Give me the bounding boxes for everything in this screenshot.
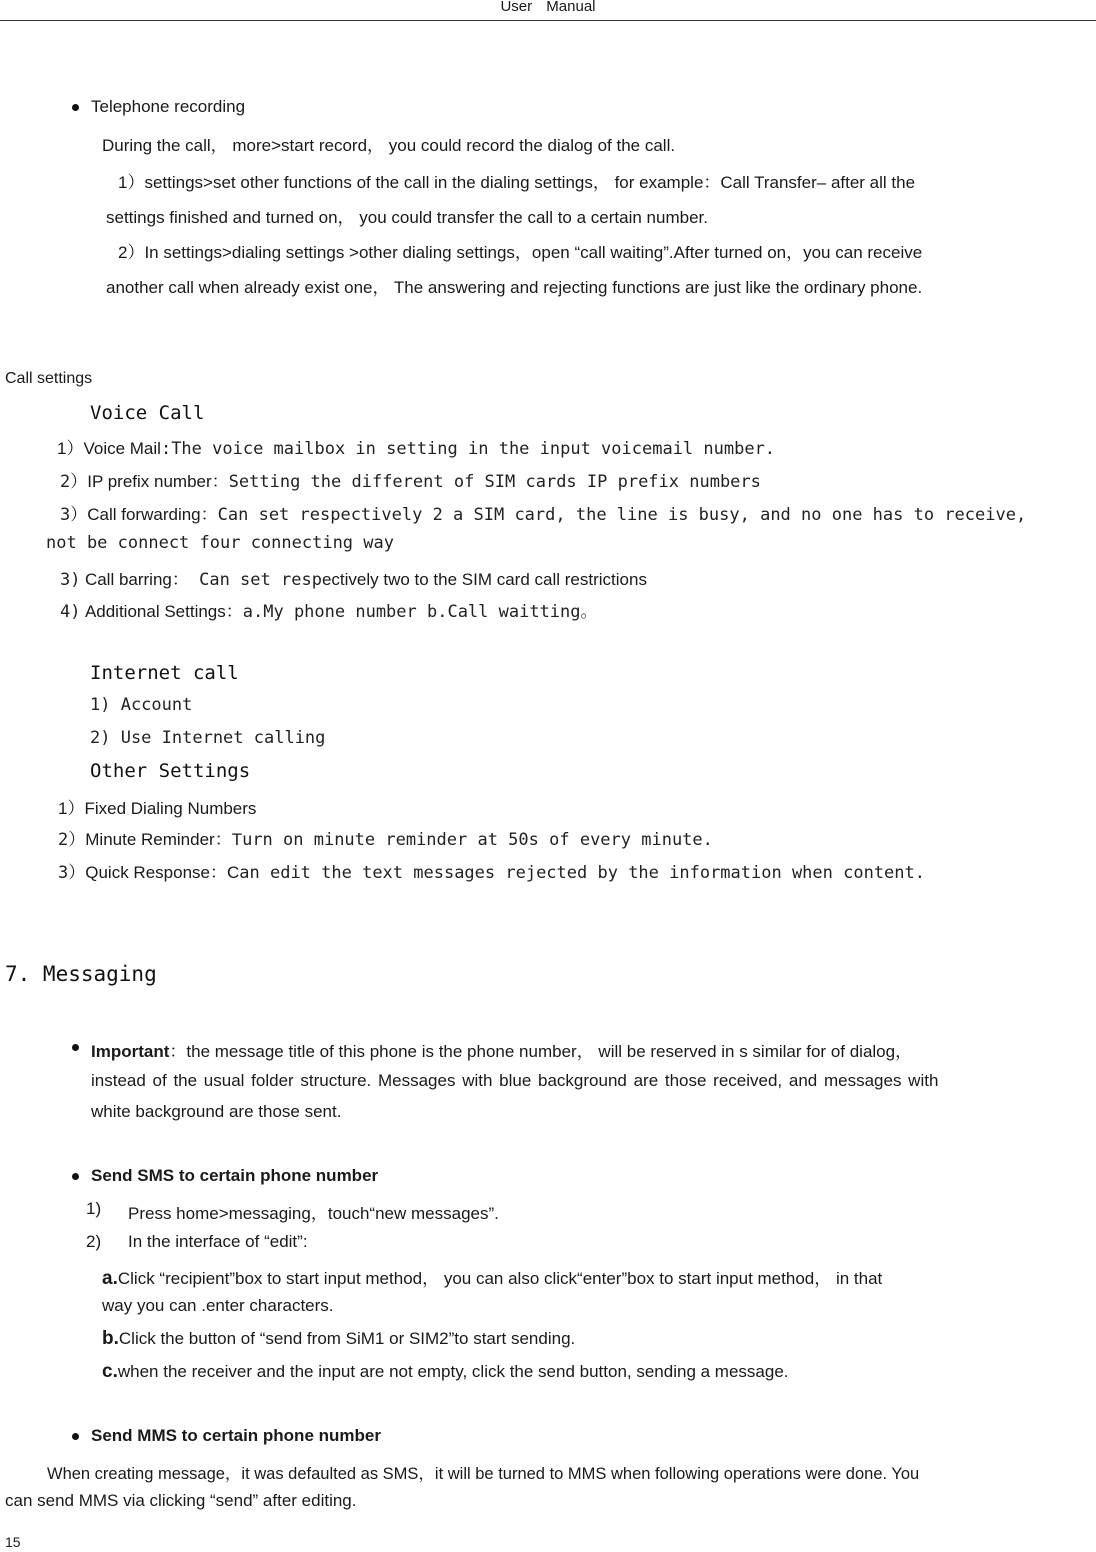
header-divider xyxy=(0,20,1096,21)
internet-call-item-use: 2) Use Internet calling xyxy=(90,728,326,748)
send-sms-heading: Send SMS to certain phone number xyxy=(91,1166,379,1185)
call-forwarding-continued: not be connect four connecting way xyxy=(46,533,394,553)
send-sms-step-2: In the interface of “edit”: xyxy=(128,1232,308,1251)
send-mms-heading: Send MMS to certain phone number xyxy=(91,1426,381,1445)
fixed-dialing-item: 1）Fixed Dialing Numbers xyxy=(58,799,257,818)
send-sms-step-a-continued: way you can .enter characters. xyxy=(102,1296,334,1315)
additional-settings-item: 4) Additional Settings：a.My phone number b.Call waitting。 xyxy=(60,602,598,622)
call-barring-item: 3) Call barring： Can set respectively two to the SIM card call restrictions xyxy=(60,570,647,590)
important-line-1: Important：the message title of this phone is the phone number， will be reserved in s similar for of dialog， xyxy=(91,1042,913,1061)
ip-prefix-item: 2）IP prefix number：Setting the different of SIM cards IP prefix numbers xyxy=(60,472,761,492)
recording-paragraph-2a: 1）settings>set other functions of the call in the dialing settings， for example：Call Transfer– after all the xyxy=(118,173,916,192)
other-settings-title: Other Settings xyxy=(90,760,251,782)
messaging-heading: 7. Messaging xyxy=(5,962,157,986)
recording-paragraph-1: During the call， more>start record， you could record the dialog of the call. xyxy=(102,136,676,155)
important-line-3: white background are those sent. xyxy=(91,1102,342,1121)
call-settings-heading: Call settings xyxy=(5,370,93,387)
internet-call-item-account: 1) Account xyxy=(90,695,193,715)
send-mms-line-2: can send MMS via clicking “send” after editing. xyxy=(5,1491,357,1510)
voice-call-title: Voice Call xyxy=(90,402,205,424)
send-sms-step-1-number: 1) xyxy=(86,1199,102,1218)
page-number: 15 xyxy=(5,1534,21,1550)
send-sms-step-1: Press home>messaging，touch“new messages”. xyxy=(128,1204,499,1223)
send-sms-step-c: c.when the receiver and the input are not empty, click the send button, sending a message. xyxy=(102,1361,789,1382)
recording-paragraph-3b: another call when already exist one， The answering and rejecting functions are just like the ordinary phone. xyxy=(106,278,923,297)
call-forwarding-item: 3）Call forwarding：Can set respectively 2 a SIM card, the line is busy, and no one has to receive, xyxy=(60,505,1027,525)
send-mms-line-1: When creating message，it was defaulted as SMS，it will be turned to MMS when following operations were done. You xyxy=(47,1465,920,1483)
minute-reminder-item: 2）Minute Reminder：Turn on minute reminder at 50s of every minute. xyxy=(58,830,713,850)
recording-heading: Telephone recording xyxy=(91,97,246,116)
recording-paragraph-3a: 2）In settings>dialing settings >other dialing settings，open “call waiting”.After turned on，you can receive xyxy=(118,243,923,262)
bullet-icon xyxy=(72,1433,79,1440)
recording-paragraph-2b: settings finished and turned on， you could transfer the call to a certain number. xyxy=(106,208,708,227)
bullet-icon xyxy=(72,1044,79,1051)
important-line-2: instead of the usual folder structure. Messages with blue background are those received, and messages with xyxy=(91,1071,939,1090)
send-sms-step-a: a.Click “recipient”box to start input method， you can also click“enter”box to start input method， in that xyxy=(102,1268,883,1289)
internet-call-title: Internet call xyxy=(90,662,239,684)
header-title: User Manual xyxy=(500,0,596,15)
quick-response-item: 3）Quick Response：Can edit the text messages rejected by the information when content. xyxy=(58,863,926,883)
bullet-icon xyxy=(72,1173,79,1180)
bullet-icon xyxy=(72,104,79,111)
voice-mail-item: 1）Voice Mail:The voice mailbox in setting in the input voicemail number. xyxy=(57,439,776,459)
send-sms-step-2-number: 2) xyxy=(86,1232,102,1251)
send-sms-step-b: b.Click the button of “send from SiM1 or SIM2”to start sending. xyxy=(102,1328,576,1349)
